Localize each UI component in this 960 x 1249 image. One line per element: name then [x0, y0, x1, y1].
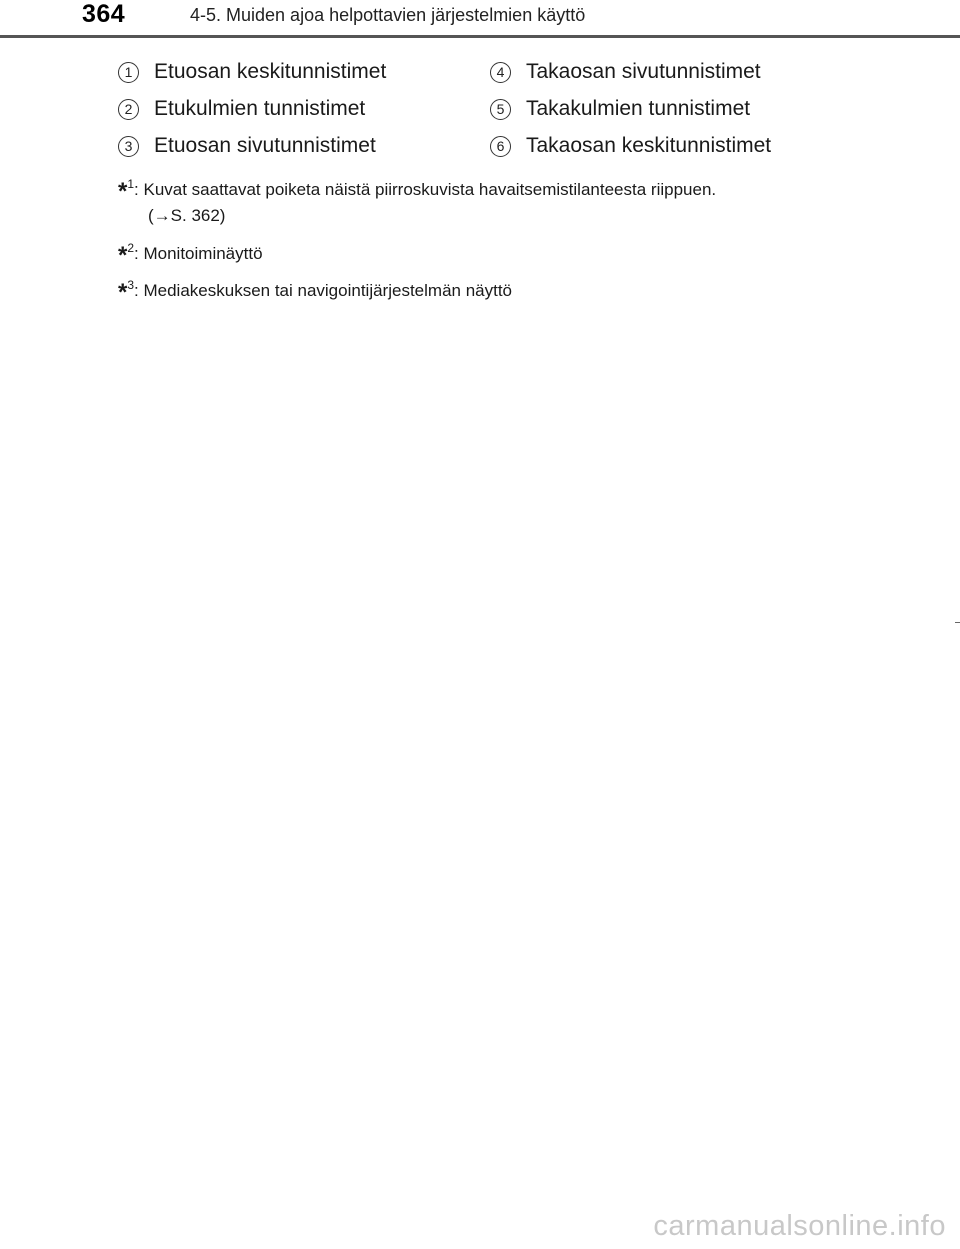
legend-label: Takakulmien tunnistimet — [526, 97, 751, 120]
section-title: 4-5. Muiden ajoa helpottavien järjestelmien käyttö — [190, 5, 586, 25]
footnote-asterisk: * — [118, 178, 128, 205]
footnote-index: 2 — [127, 241, 135, 255]
legend-label: Takaosan keskitunnistimet — [526, 134, 772, 157]
legend-item — [490, 97, 750, 121]
legend-item — [490, 60, 761, 84]
legend-item — [490, 134, 771, 158]
legend-item — [118, 134, 376, 158]
legend-label: Etukulmien tunnistimet — [154, 97, 366, 120]
number-badge: 3 — [118, 136, 139, 157]
footnote-text: : Kuvat saattavat poiketa näistä piirroskuvista havaitsemistilanteesta riippuen. — [134, 180, 717, 199]
header-divider — [0, 35, 960, 38]
number-badge: 4 — [490, 62, 511, 83]
footnote-asterisk: * — [118, 279, 128, 306]
footnote — [118, 275, 513, 306]
footnote-index: 3 — [127, 278, 135, 292]
number-badge: 6 — [490, 136, 511, 157]
page-header — [0, 0, 960, 38]
legend-label: Etuosan sivutunnistimet — [154, 134, 376, 157]
legend-label: Takaosan sivutunnistimet — [526, 60, 761, 83]
number-badge: 5 — [490, 99, 511, 120]
page-number: 364 — [82, 0, 126, 28]
footnote-asterisk: * — [118, 242, 128, 269]
footnote-text: : Monitoiminäyttö — [134, 244, 263, 263]
footnote-reference[interactable]: (→S. 362) — [148, 206, 226, 225]
watermark: carmanualsonline.info — [653, 1210, 946, 1242]
number-badge: 2 — [118, 99, 139, 120]
legend-label: Etuosan keskitunnistimet — [154, 60, 387, 83]
footnote-text: : Mediakeskuksen tai navigointijärjestelmän näyttö — [134, 281, 513, 300]
footnote-index: 1 — [127, 177, 135, 191]
legend-item — [118, 97, 365, 121]
number-badge: 1 — [118, 62, 139, 83]
legend-item — [118, 60, 386, 84]
footnote — [118, 174, 717, 205]
edge-tick-mark — [955, 622, 960, 623]
footnote — [118, 238, 263, 269]
